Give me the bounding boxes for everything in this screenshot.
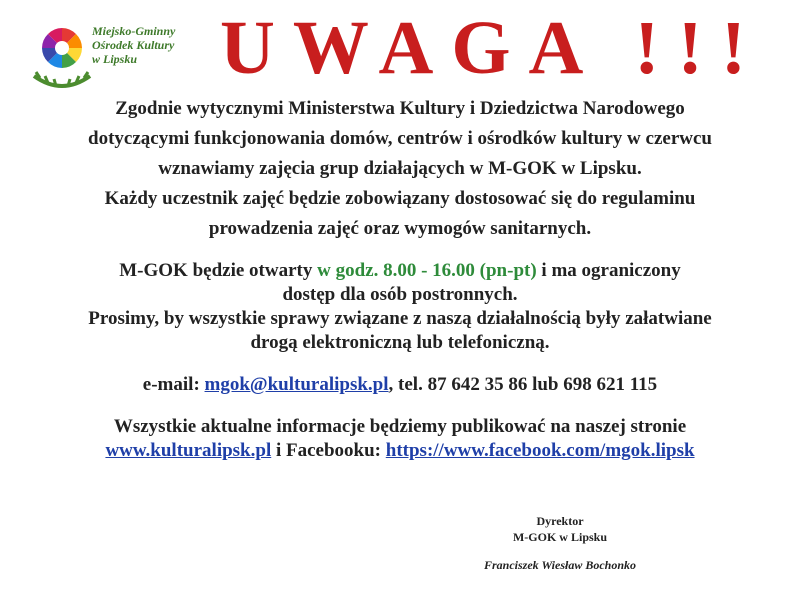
contact-line	[0, 374, 800, 396]
logo-line-1: Miejsko-Gminny	[92, 24, 176, 38]
info-mid: i Facebooku:	[271, 440, 386, 461]
opening-hours-line	[0, 260, 800, 282]
email-label: e-mail:	[142, 374, 205, 395]
headline-uwaga: UWAGA !!!	[220, 6, 765, 90]
info-line-2	[0, 440, 800, 462]
signature-title: Dyrektor	[536, 514, 584, 528]
facebook-link[interactable]: https://www.facebook.com/mgok.lipsk	[385, 440, 695, 461]
signature-org: M-GOK w Lipsku	[512, 530, 608, 544]
opening-post: i ma ograniczony	[536, 260, 681, 281]
rainbow-wheel-icon	[28, 18, 98, 98]
opening-pre: M-GOK będzie otwarty	[119, 260, 318, 281]
paragraph1-line-5: prowadzenia zajęć oraz wymogów sanitarnych.	[208, 218, 592, 239]
paragraph1-line-1: Zgodnie wytycznymi Ministerstwa Kultury i Dziedzictwa Narodowego	[115, 98, 685, 119]
mgok-logo	[28, 18, 198, 98]
logo-line-2: Ośrodek Kultury	[92, 38, 175, 52]
phone-numbers: , tel. 87 642 35 86 lub 698 621 115	[388, 374, 658, 395]
paragraph2-line-2: dostęp dla osób postronnych.	[282, 284, 518, 305]
signature-name: Franciszek Wiesław Bochonko	[483, 558, 637, 572]
info-line-1: Wszystkie aktualne informacje będziemy publikować na naszej stronie	[113, 416, 687, 437]
paragraph2-line-3: Prosimy, by wszystkie sprawy związane z naszą działalnością były załatwiane	[88, 308, 712, 329]
paragraph2-line-4: drogą elektroniczną lub telefoniczną.	[250, 332, 550, 353]
paragraph1-line-2: dotyczącymi funkcjonowania domów, centrów i ośrodków kultury w czerwcu	[88, 128, 712, 149]
paragraph1-line-3: wznawiamy zajęcia grup działających w M-GOK w Lipsku.	[158, 158, 642, 179]
paragraph1-line-4: Każdy uczestnik zajęć będzie zobowiązany dostosować się do regulaminu	[104, 188, 696, 209]
logo-line-3: w Lipsku	[92, 52, 138, 66]
opening-hours: w godz. 8.00 - 16.00 (pn-pt)	[317, 260, 537, 281]
logo-text	[92, 24, 175, 66]
email-link[interactable]: mgok@kulturalipsk.pl	[204, 374, 389, 395]
website-link[interactable]: www.kulturalipsk.pl	[105, 440, 272, 461]
